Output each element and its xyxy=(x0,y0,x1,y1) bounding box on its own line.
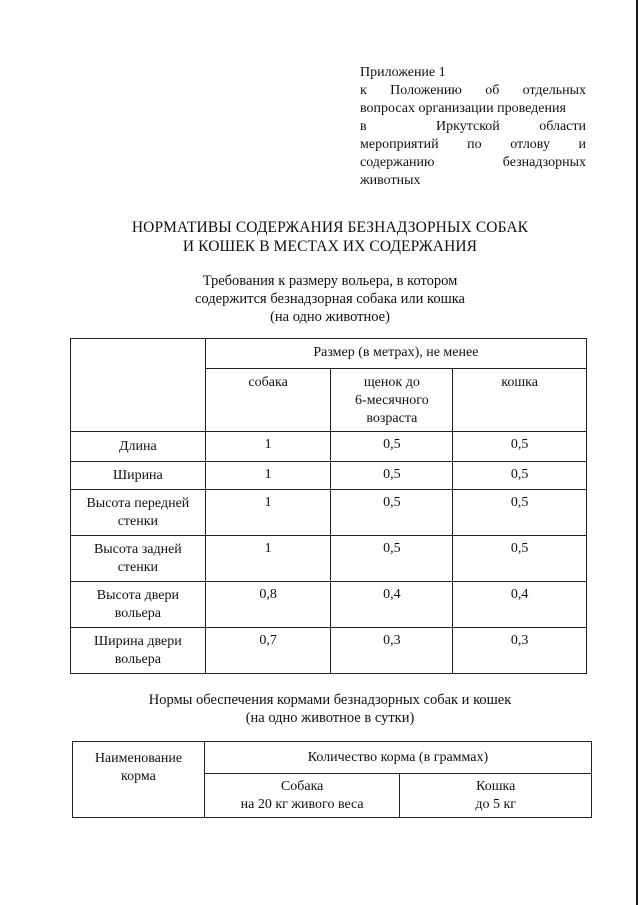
row-label: Ширина xyxy=(71,462,206,490)
row-label: Ширина двери вольера xyxy=(71,628,206,674)
enclosure-size-table xyxy=(70,338,587,674)
appendix-line: содержанию безнадзорных xyxy=(360,155,586,170)
cell-value: 0,4 xyxy=(331,582,453,628)
appendix-line: животных xyxy=(360,173,421,188)
table-row xyxy=(71,628,587,674)
table-row xyxy=(71,536,587,582)
cell-value: 0,3 xyxy=(453,628,587,674)
column-header-cat: кошка xyxy=(453,369,587,432)
feed-amount-header: Количество корма (в граммах) xyxy=(204,742,591,774)
cell-value: 1 xyxy=(205,536,331,582)
cell-value: 0,5 xyxy=(453,462,587,490)
appendix-line: к Положению об отдельных xyxy=(360,83,586,98)
appendix-note xyxy=(360,64,586,190)
row-label: Высота двери вольера xyxy=(71,582,206,628)
document-title: НОРМАТИВЫ СОДЕРЖАНИЯ БЕЗНАДЗОРНЫХ СОБАК И КОШЕК В МЕСТАХ ИХ СОДЕРЖАНИЯ xyxy=(131,219,529,255)
column-header-dog-feed: Собака на 20 кг живого веса xyxy=(204,774,400,818)
column-header-puppy: щенок до 6-месячного возраста xyxy=(331,369,453,432)
cell-value: 1 xyxy=(205,462,331,490)
corner-cell xyxy=(71,339,206,432)
cell-value: 0,5 xyxy=(453,490,587,536)
cell-value: 0,7 xyxy=(205,628,331,674)
feed-name-header: Наименование корма xyxy=(73,742,205,818)
cell-value: 1 xyxy=(205,432,331,462)
appendix-title: Приложение 1 xyxy=(360,65,446,80)
row-label: Высота задней стенки xyxy=(71,536,206,582)
feed-caption: Нормы обеспечения кормами безнадзорных собак и кошек (на одно животное в сутки) xyxy=(148,692,512,726)
cell-value: 0,4 xyxy=(453,582,587,628)
row-label: Высота передней стенки xyxy=(71,490,206,536)
feed-norms-table xyxy=(72,741,592,818)
cell-value: 0,5 xyxy=(453,536,587,582)
appendix-line: мероприятий по отлову и xyxy=(360,137,586,152)
row-label: Длина xyxy=(71,432,206,462)
table-row xyxy=(71,490,587,536)
cell-value: 0,5 xyxy=(331,490,453,536)
appendix-line: в Иркутской области xyxy=(360,119,586,134)
cell-value: 0,8 xyxy=(205,582,331,628)
cell-value: 0,5 xyxy=(331,536,453,582)
cell-value: 0,5 xyxy=(331,432,453,462)
table-row xyxy=(71,582,587,628)
cell-value: 0,5 xyxy=(331,462,453,490)
column-header-dog: собака xyxy=(205,369,331,432)
cell-value: 1 xyxy=(205,490,331,536)
appendix-line: вопросах организации проведения xyxy=(360,101,566,116)
column-header-cat-feed: Кошка до 5 кг xyxy=(400,774,592,818)
table-row xyxy=(71,462,587,490)
table-row xyxy=(71,432,587,462)
cell-value: 0,5 xyxy=(453,432,587,462)
cell-value: 0,3 xyxy=(331,628,453,674)
enclosure-caption: Требования к размеру вольера, в котором содержится безнадзорная собака или кошка (на одно животное) xyxy=(194,273,465,325)
size-group-header: Размер (в метрах), не менее xyxy=(205,339,586,369)
scan-edge xyxy=(636,0,638,905)
